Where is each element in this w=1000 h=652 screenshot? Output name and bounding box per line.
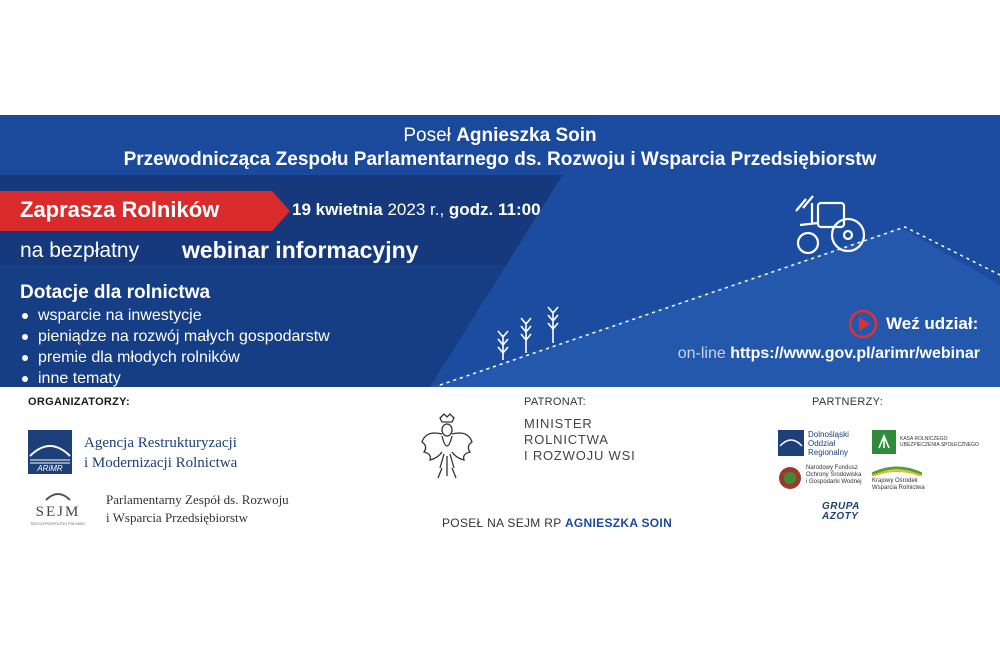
url-prefix: on-line — [677, 345, 726, 362]
sejm-name-line2: i Wsparcia Przedsiębiorstw — [106, 510, 248, 525]
play-icon — [848, 309, 878, 339]
topic-item: pieniądze na rozwój małych gospodarstw — [20, 326, 330, 347]
webinar-url-link[interactable]: https://www.gov.pl/arimr/webinar — [730, 345, 980, 362]
partner-grupa-azoty-logo — [822, 500, 878, 530]
minister-text — [524, 416, 636, 464]
minister-line1: MINISTER — [524, 416, 593, 431]
date-time: godz. 11:00 — [448, 200, 541, 219]
webinar-url-line — [678, 345, 980, 363]
nfos-line1: Narodowy Fundusz — [806, 465, 858, 471]
topics-list — [20, 305, 330, 387]
event-date — [292, 200, 541, 220]
partner-arimr-dolnoslaski-logo — [778, 428, 868, 458]
dolno-line2: Oddział — [808, 439, 836, 448]
sejm-logo-text: SEJM — [35, 504, 81, 520]
nfos-line2: Ochrony Środowiska — [806, 472, 862, 478]
date-day: 19 kwietnia — [292, 200, 383, 219]
date-year: 2023 r., — [387, 200, 445, 219]
arimr-name-line2: i Modernizacji Rolnictwa — [84, 455, 238, 471]
partner-kowr-logo — [872, 464, 962, 494]
minister-line2: ROLNICTWA — [524, 432, 609, 447]
title-prefix: Poseł — [403, 125, 451, 146]
arimr-logo — [28, 430, 72, 474]
topic-item: wsparcie na inwestycje — [20, 305, 330, 326]
join-link[interactable] — [848, 309, 978, 339]
topic-item: inne tematy — [20, 368, 330, 387]
arimr-name-line1: Agencja Restrukturyzacji — [84, 435, 237, 451]
arimr-abbr: ARiMR — [37, 464, 63, 473]
sejm-team-name — [106, 491, 289, 527]
eagle-emblem-icon — [418, 412, 476, 482]
dolno-line1: Dolnośląski — [808, 430, 849, 439]
sejm-logo-sub: RZECZYPOSPOLITEJ POLSKIEJ — [30, 522, 86, 526]
krus-line2: UBEZPIECZENIA SPOŁECZNEGO — [900, 442, 979, 448]
nfos-line3: i Gospodarki Wodnej — [806, 479, 862, 485]
posel-prefix: POSEŁ NA SEJM RP — [442, 516, 562, 530]
patronage-label: PATRONAT: — [524, 396, 586, 408]
azoty-line1: GRUPA — [822, 501, 860, 512]
azoty-line2: AZOTY — [822, 511, 859, 522]
posel-line — [442, 516, 672, 530]
partners-label: PARTNERZY: — [812, 396, 884, 408]
kowr-line1: Krajowy Ośrodek — [872, 478, 918, 484]
event-banner — [0, 115, 1000, 387]
title-name: Agnieszka Soin — [456, 125, 597, 146]
kowr-line2: Wsparcia Rolnictwa — [872, 485, 925, 491]
topics-title: Dotacje dla rolnictwa — [20, 282, 211, 303]
free-text: na bezpłatny — [20, 239, 140, 262]
join-label: Weź udział: — [886, 314, 979, 333]
sejm-name-line1: Parlamentarny Zespół ds. Rozwoju — [106, 492, 289, 507]
krus-line1: KASA ROLNICZEGO — [900, 436, 948, 442]
minister-line3: I ROZWOJU WSI — [524, 448, 636, 463]
webinar-text: webinar informacyjny — [182, 237, 419, 263]
banner-title — [0, 125, 1000, 147]
posel-name: AGNIESZKA SOIN — [564, 516, 673, 530]
partner-krus-logo — [872, 428, 982, 458]
arimr-name — [84, 433, 237, 473]
invite-ribbon — [0, 191, 290, 231]
partner-nfosigw-logo — [778, 464, 868, 494]
invite-text: Zaprasza Rolników — [20, 197, 220, 222]
banner-subtitle: Przewodnicząca Zespołu Parlamentarnego ds. Rozwoju i Wsparcia Przedsiębiorstw — [123, 149, 877, 170]
sejm-logo — [26, 488, 90, 528]
topic-item: premie dla młodych rolników — [20, 347, 330, 368]
organizers-label: ORGANIZATORZY: — [28, 396, 130, 408]
dolno-line3: Regionalny — [808, 448, 849, 457]
